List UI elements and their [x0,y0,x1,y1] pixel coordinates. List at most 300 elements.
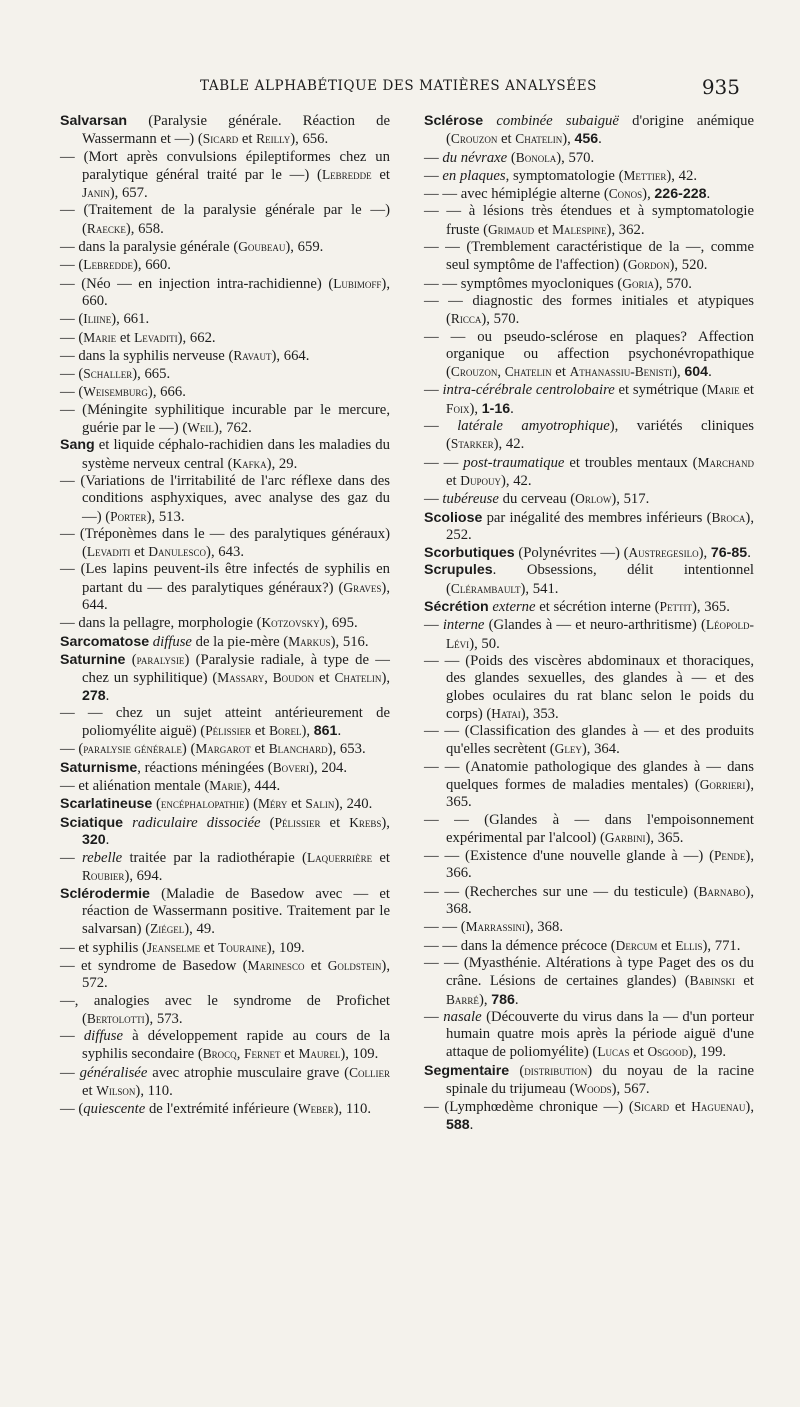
entry-text: et [629,1044,648,1061]
entry-text: ), 365. [446,776,754,811]
index-entry [60,795,390,813]
entry-page-bold: 226-228 [654,186,707,203]
entry-text: ), 252. [446,509,754,543]
entry-author: Fernet [244,1046,281,1062]
entry-author: Babinski [689,973,736,989]
index-entry [60,310,390,328]
entry-text: et [82,1083,97,1100]
entry-text: ), 573. [144,1010,183,1027]
entry-author: Malespine [552,221,607,237]
entry-text: et [371,166,390,183]
entry-author: Pende [713,848,746,864]
index-entry [60,814,390,850]
entry-qualifier: rebelle [81,850,123,867]
entry-text: ), 567. [611,1081,650,1098]
entry-text: — — avec hémiplégie alterne ( [424,186,609,203]
entry-author: Gley [554,741,582,757]
index-entry [60,383,390,401]
entry-author: Conos [608,186,643,202]
page-number: 935 [701,75,740,99]
entry-author: Marinesco [247,957,305,973]
entry-text: — (Mort après convulsions épileptiformes chez un paralytique général traité par le —) ( [60,148,390,183]
entry-keyword: Scrupules [424,562,493,579]
entry-keyword: Segmentaire [424,1062,510,1079]
entry-text: ), 570. [653,275,692,292]
entry-text: , symptomatologie ( [505,167,624,184]
entry-text: et [497,131,516,148]
entry-author: Porter [110,508,147,524]
entry-text: ) ( [181,741,196,758]
entry-text: et [314,670,335,687]
entry-text: et [446,472,461,489]
index-entry [424,918,754,936]
entry-text: — (Les lapins peuvent-ils être infectés de syphilis en partant du — des paralytiques généraux?) ( [60,561,390,596]
entry-text: ( [125,651,137,668]
entry-text: ), 199. [688,1044,727,1061]
entry-author: Kotzovsky [261,615,320,631]
entry-author: Massary [217,670,265,686]
entry-text: et [320,814,350,831]
entry-text: ), 643. [206,544,244,561]
index-entry [424,275,754,293]
entry-qualifier: externe [492,599,536,616]
entry-author: Austregesilo [628,545,699,561]
entry-text: et [735,973,754,990]
index-entry [60,1064,390,1101]
entry-author: paralysie générale [83,741,182,757]
entry-author: Chatelin [334,670,382,686]
index-entry [60,633,390,651]
entry-text: — — (Classification des glandes à — et des produits qu'elles secrètent ( [424,723,754,758]
entry-text: — — chez un sujet atteint antérieurement de poliomyélite aiguë) ( [60,704,390,740]
entry-text: ), 204. [309,759,348,776]
entry-text: — — (Anatomie pathologique des glandes à — dans quelques formes de maladies mentales) ( [424,758,754,793]
entry-text: , [497,364,505,381]
entry-text: et symétrique ( [614,382,707,399]
entry-author: Marrassini [465,919,526,935]
entry-text: ), 644. [82,579,390,614]
entry-text: — — dans la démence précoce ( [424,937,616,954]
entry-text: et [250,741,269,758]
entry-author: Weber [297,1101,334,1117]
entry-qualifier: diffuse [152,633,192,650]
entry-author: Jeanselme [146,939,201,955]
entry-text: — — [424,454,464,471]
entry-text: et [287,796,306,813]
entry-text: . [469,1116,474,1133]
entry-author: Laquerrière [306,850,373,866]
index-entry [60,759,390,777]
index-entry [424,812,754,848]
entry-author: Danulesco [148,544,207,560]
entry-author: Salin [305,796,335,812]
index-entry [60,473,390,526]
entry-text: ) ( [244,796,258,813]
index-entry [424,149,754,167]
entry-author: distribution [524,1062,588,1078]
entry-text: — — symptômes myocloniques ( [424,275,623,292]
entry-text: ), 570. [556,149,595,166]
entry-text: ( [152,796,161,813]
index-entry [60,1100,390,1118]
entry-author: Maurel [298,1046,341,1062]
entry-text: — (Tréponèmes dans le — des paralytiques généraux) ( [60,525,390,561]
entry-text: — ( [60,311,84,328]
entry-author: Gorrieri [699,776,746,792]
entry-author: Chatelin [504,364,552,380]
running-header-title: TABLE ALPHABÉTIQUE DES MATIÈRES ANALYSÉES [200,78,598,94]
entry-text: et [304,957,328,974]
entry-text: ), 240. [334,796,373,813]
entry-author: Gordon [627,257,670,273]
entry-text: , réactions méningées ( [137,759,273,776]
entry-author: Collier [349,1064,391,1080]
index-entry [60,437,390,473]
entry-text: ), 365. [645,829,684,846]
entry-qualifier: généralisée [79,1064,148,1081]
entry-text: ), 695. [319,615,358,632]
entry-text: — [424,617,443,634]
entry-text: à développement rapide au cours de la syphilis secondaire ( [82,1028,390,1063]
entry-text: et [372,850,390,867]
entry-text: . [337,723,342,740]
entry-text: . [708,364,712,381]
entry-text: . [510,400,514,417]
entry-text: et [116,329,135,346]
entry-keyword: Scarlatineuse [60,796,153,813]
entry-text: ), 570. [481,311,520,328]
entry-keyword: Sécrétion [424,599,489,616]
index-entry [424,723,754,759]
entry-text: ), 444. [242,777,281,794]
entry-page-bold: 456 [574,131,599,148]
entry-keyword: Sarcomatose [60,633,150,650]
index-entry [424,616,754,653]
entry-text: ), [478,991,492,1008]
index-entry [424,1062,754,1099]
entry-text [483,113,496,129]
entry-author: Levaditi [86,544,131,560]
entry-text: et [251,723,270,740]
entry-text: — ( [60,384,84,401]
entry-text: ), 516. [330,633,369,650]
entry-text: . [105,831,110,848]
index-entry [60,1028,390,1064]
entry-text: ), 110. [333,1101,372,1118]
entry-text: et [130,544,149,561]
index-entry [60,256,390,274]
index-entry [60,202,390,238]
index-entry [424,329,754,382]
entry-text: ), 657. [109,185,148,202]
entry-text: ), 517. [611,491,650,508]
entry-text: et troubles mentaux ( [564,454,698,471]
entry-text: — — (Myasthénie. Altérations à type Paget des os du crâne. Lésions de certaines glandes) ( [424,954,754,990]
index-entry [424,1098,754,1134]
entry-text: ), [672,364,685,381]
index-entry [60,849,390,886]
entry-text: — et syphilis ( [60,939,147,956]
entry-text: — [60,1028,84,1045]
entry-text: ), 29. [266,455,298,472]
index-entry [424,955,754,1009]
index-entry [60,526,390,562]
entry-text: — ( [60,1101,84,1118]
entry-text: ), 661. [111,311,150,328]
index-entry [60,614,390,632]
entry-text: ), 665. [132,366,171,383]
entry-text: et [669,1099,692,1116]
entry-qualifier: du névraxe [442,149,508,166]
entry-text: — — (Poids des viscères abdominaux et thoraciques, des glandes sexuelles, des glandes à — et des globes oculaires du rat blanc selon le poids du corps) ( [424,652,754,722]
entry-author: Sicard [202,131,239,147]
entry-qualifier: en plaques [442,167,506,184]
entry-text: et [280,1046,299,1063]
entry-author: Osgood [647,1044,689,1060]
entry-text: et [739,382,755,399]
entry-author: Janin [82,185,110,201]
entry-author: Woods [574,1081,612,1097]
entry-page-bold: 1-16 [481,400,511,417]
entry-author: Borel [269,723,302,739]
entry-text: ( [507,149,516,166]
index-entry [60,149,390,203]
entry-keyword: Sciatique [60,814,124,831]
entry-qualifier: intra-cérébrale centrolobaire [442,382,615,399]
entry-author: Marie [83,329,117,345]
entry-text: — [424,382,443,399]
entry-author: Lebredde [83,257,133,273]
entry-text: ), 365. [691,599,730,616]
entry-page-bold: 604 [684,364,709,381]
index-entry [424,490,754,508]
entry-author: Raecke [86,220,126,236]
entry-text: ), 364. [581,741,620,758]
entry-text: ), [381,670,391,687]
entry-author: Ellis [675,937,703,953]
entry-text: ), [698,545,711,562]
entry-text: ), [381,814,390,831]
entry-author: Dupouy [460,472,501,488]
entry-text: — [424,167,443,184]
entry-text: ), 42. [666,167,698,184]
entry-page-bold: 76-85 [710,545,748,562]
entry-text: ), 109. [266,939,305,956]
entry-text: et liquide céphalo-rachidien dans les maladies du système nerveux central ( [82,437,390,472]
entry-page-bold: 786 [491,991,515,1008]
entry-author: Kafka [232,455,267,471]
entry-text: (Polynévrites —) ( [514,545,629,562]
entry-author: Ravaut [233,347,272,363]
entry-text: . [706,186,711,203]
entry-text: ), [562,131,575,148]
entry-text: — (Méningite syphilitique incurable par le mercure, guérie par le —) ( [60,401,390,437]
entry-author: Boudon [272,670,315,686]
entry-text: ), [301,723,314,740]
index-entry [424,883,754,919]
entry-author: Barnabo [698,883,746,899]
index-entry [424,509,754,545]
entry-text: — dans la pellagre, morphologie ( [60,615,262,632]
entry-text: ), [745,1099,754,1116]
entry-author: Garbini [604,829,646,845]
entry-text: , [236,1046,245,1063]
entry-text: ), 366. [446,848,754,882]
index-entry [60,705,390,741]
index-entry [60,238,390,256]
entry-author: Mettier [623,167,667,183]
entry-author: Crouzon [450,364,498,380]
entry-text: (Paralysie générale. Réaction de Wassermann et —) ( [82,113,390,148]
entry-text: (Glandes à — et neuro-arthritisme) ( [484,617,706,634]
entry-author: Marie [706,382,740,398]
index-entry [60,993,390,1029]
entry-text: ), 694. [124,868,163,885]
entry-text: — — ou pseudo-sclérose en plaques? Affection organique ou affection psychonévropathique ( [424,328,754,381]
entry-text: ), 653. [327,741,366,758]
entry-author: Pettit [659,599,692,615]
entry-text: de l'extrémité inférieure ( [145,1101,298,1118]
entry-author: Weil [187,420,214,436]
entry-qualifier: diffuse [83,1028,123,1045]
entry-author: Clérambault [450,580,521,596]
index-entry [60,402,390,438]
entry-author: Crouzon [450,131,498,147]
entry-page-bold: 861 [313,723,338,740]
entry-author: Krebs [349,814,382,830]
entry-author: Athanassiu-Benisti [569,364,673,380]
entry-text: traitée par la radiothérapie ( [122,850,307,867]
entry-keyword: Scoliose [424,509,483,526]
entry-text: ), 762. [213,420,252,437]
entry-qualifier: latérale amyotrophique [457,418,610,435]
entry-author: Pélissier [205,723,252,739]
entry-text: — [424,1008,444,1025]
entry-text: — et aliénation mentale ( [60,777,210,794]
index-entry [60,886,390,939]
entry-text: ), 572. [82,957,390,992]
entry-text: ), 109. [340,1046,379,1063]
entry-text: , [264,670,273,687]
entry-text: —, analogies avec le syndrome de Profichet ( [60,992,390,1027]
entry-text: ( [509,1062,525,1079]
entry-text: ), [469,400,482,417]
entry-author: Lebredde [321,166,372,182]
entry-author: Wilson [96,1083,136,1099]
index-entry [60,365,390,383]
entry-qualifier: post-traumatique [463,454,565,471]
entry-text: de la pie-mère ( [191,633,289,650]
entry-author: Levaditi [134,329,178,345]
index-entry [424,293,754,329]
index-entry [424,847,754,883]
entry-text: — (Néo — en injection intra-rachidienne) ( [60,275,334,292]
entry-text: — ( [60,366,84,383]
index-entry [424,239,754,275]
entry-text [123,815,132,831]
index-entry [60,275,390,311]
index-entry [424,203,754,239]
entry-text: . [598,131,602,148]
entry-text: ), 666. [147,384,186,401]
entry-text: . [105,687,110,704]
entry-author: Goubeau [238,239,286,255]
index-entry [424,418,754,454]
entry-keyword: Sclérose [424,113,484,129]
entry-text: — (Lymphœdème chronique —) ( [424,1099,634,1116]
index-entry [424,1009,754,1062]
index-entry [60,957,390,993]
entry-author: Brocq [202,1046,237,1062]
entry-author: Barré [446,991,479,1007]
entry-author: encéphalopathie [160,796,245,812]
entry-author: Broca [711,509,746,525]
index-column-right [424,113,754,1134]
entry-text: ( [260,814,275,831]
entry-text: par inégalité des membres inférieurs ( [482,509,712,526]
entry-text: ), 49. [184,921,215,938]
entry-author: Marie [209,777,243,793]
entry-text: ) (Paralysie radiale, à type de — chez un syphilitique) ( [82,651,390,687]
entry-text: d'origine anémique ( [446,113,755,148]
entry-keyword: Scorbutiques [424,545,515,562]
entry-author: Goldstein [327,957,382,973]
entry-text: ), 660. [132,257,171,274]
entry-author: Foix [446,400,470,416]
entry-author: Sicard [633,1099,670,1115]
entry-qualifier: nasale [443,1008,482,1025]
entry-text: ), 771. [702,937,741,954]
entry-text: — — (Existence d'une nouvelle glande à —) ( [424,848,714,865]
entry-author: Weisemburg [83,384,148,400]
entry-author: Graves [343,579,382,595]
entry-author: Bertolotti [86,1010,145,1026]
entry-text: et sécrétion interne ( [535,599,660,616]
entry-text: — ( [60,329,84,346]
index-entry [424,113,754,149]
entry-text: — ( [60,257,84,274]
entry-text: ), 42. [493,436,525,453]
entry-author: Reilly [256,131,291,147]
entry-text: (Maladie de Basedow avec — et réaction de Wassermann positive. Traitement par le salvarsan) ( [82,885,390,938]
index-entry [424,544,754,562]
index-column-left [60,113,390,1119]
index-entry [424,454,754,491]
entry-text: — dans la syphilis nerveuse ( [60,347,234,364]
entry-text: ), 664. [271,347,310,364]
entry-text: — [60,850,82,867]
entry-text: ), 50. [469,635,500,652]
entry-text: — — à lésions très étendues et à symptomatologie fruste ( [424,203,754,238]
entry-qualifier: radiculaire dissociée [132,814,261,831]
entry-keyword: Saturnisme [60,759,138,776]
entry-keyword: Sclérodermie [60,885,150,902]
index-entry [424,167,754,185]
entry-text: — — (Recherches sur une — du testicule) ( [424,883,699,900]
entry-author: Roubier [82,868,125,884]
entry-author: Blanchard [268,741,328,757]
entry-author: Lubimoff [333,275,382,291]
entry-author: Margarot [195,741,251,757]
entry-text: ), 368. [446,883,754,918]
entry-text: et [657,937,676,954]
entry-page-bold: 588 [446,1116,470,1133]
entry-author: Touraine [218,939,267,955]
entry-text: — (Traitement de la paralysie générale par le —) ( [60,202,390,237]
entry-text: — [424,491,443,508]
entry-author: Pélissier [274,814,321,830]
entry-page-bold: 278 [82,687,106,704]
